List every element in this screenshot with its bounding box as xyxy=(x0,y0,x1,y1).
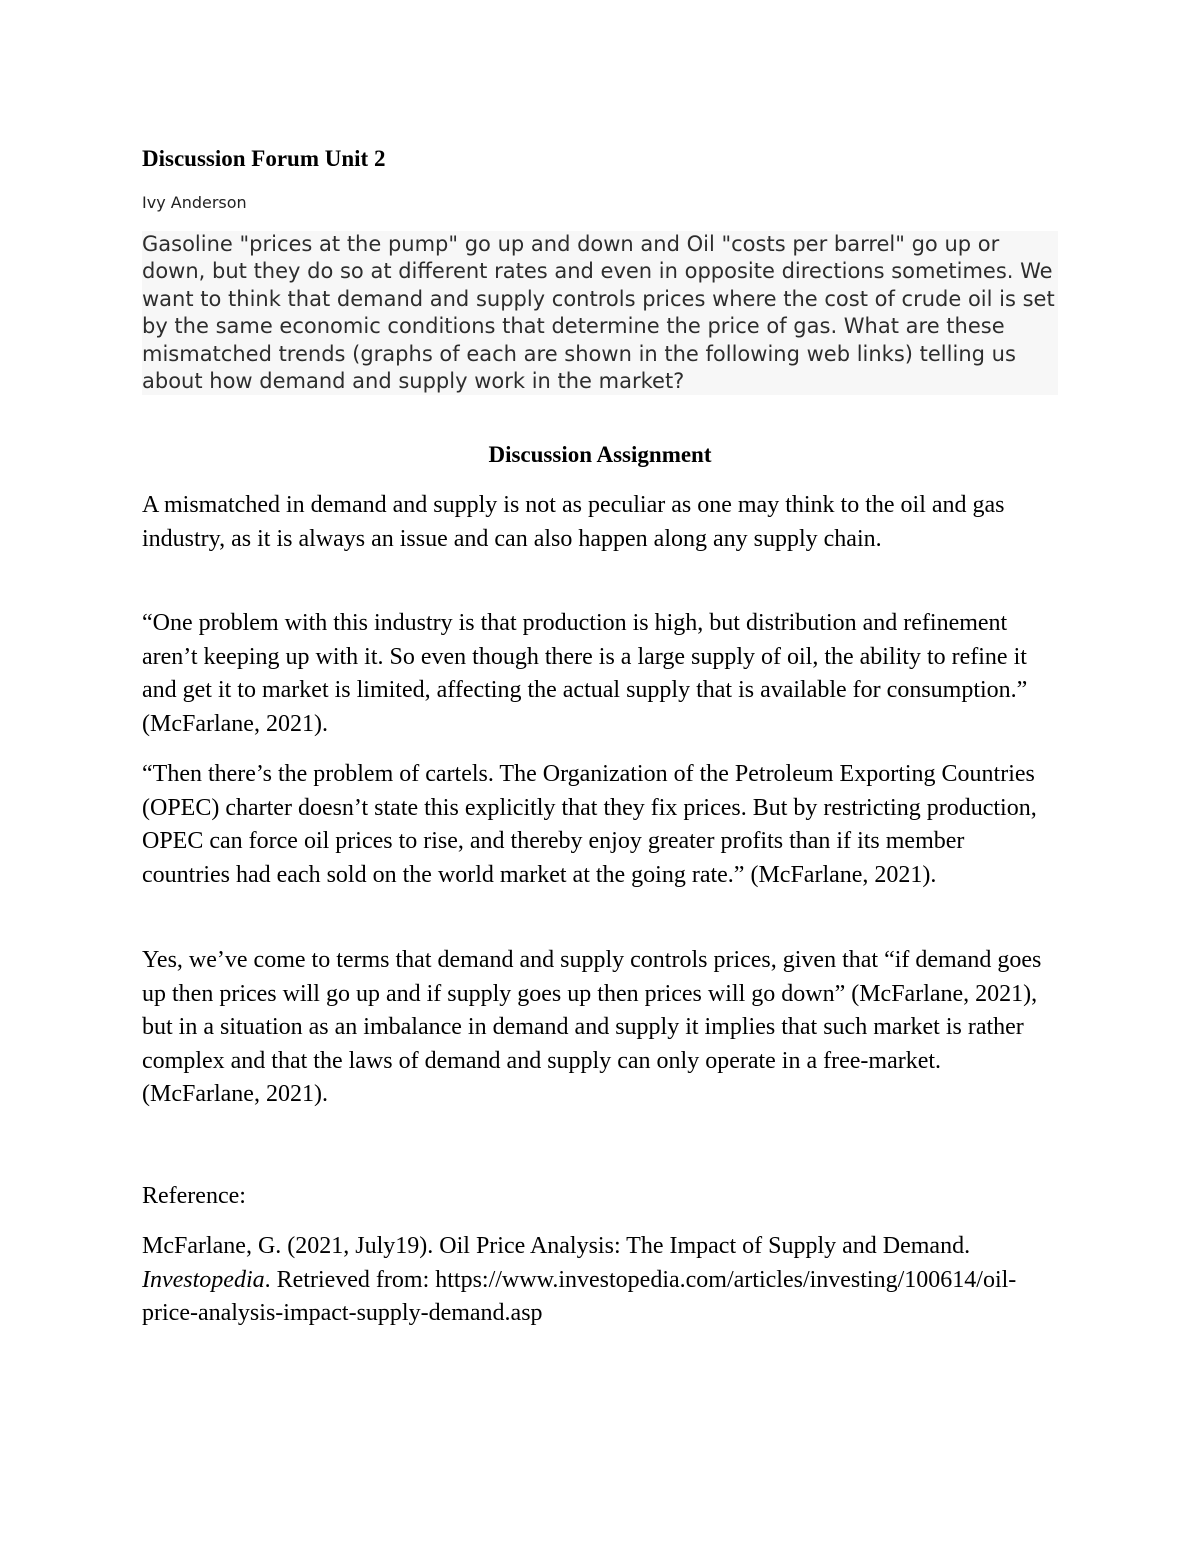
body-paragraph: A mismatched in demand and supply is not as peculiar as one may think to the oil and gas industry, as it is always an issue and can also happen along any supply chain. xyxy=(142,492,1005,552)
reference-entry xyxy=(142,1230,1058,1331)
body-paragraph: “Then there’s the problem of cartels. The Organization of the Petroleum Exporting Countries (OPEC) charter doesn’t state this explicitly that they fix prices. But by restricting production, OPEC can force oil prices to rise, and thereby enjoy greater profits than if its member countries had each sold on the world market at the going rate.” (McFarlane, 2021). xyxy=(142,761,1037,888)
author-name: Ivy Anderson xyxy=(142,193,247,212)
discussion-prompt: Gasoline "prices at the pump" go up and down and Oil "costs per barrel" go up or down, but they do so at different rates and even in opposite directions sometimes. We want to think that demand and supply controls prices where the cost of crude oil is set by the same economic conditions that determine the price of gas. What are these mismatched trends (graphs of each are shown in the following web links) telling us about how demand and supply work in the market? xyxy=(142,231,1058,395)
reference-text: McFarlane, G. (2021, July19). Oil Price Analysis: The Impact of Supply and Demand. xyxy=(142,1233,971,1259)
reference-retrieval: . Retrieved from: https://www.investopedia.com/articles/investing/100614/oil-price-analysis-impact-supply-demand.asp xyxy=(142,1266,1017,1327)
reference-journal: Investopedia xyxy=(142,1266,265,1293)
document-title: Discussion Forum Unit 2 xyxy=(142,146,386,171)
assignment-heading: Discussion Assignment xyxy=(488,442,712,467)
body-paragraph: Yes, we’ve come to terms that demand and supply controls prices, given that “if demand goes up then prices will go up and if supply goes up then prices will go down” (McFarlane, 2021), but in a situation as an imbalance in demand and supply it implies that such market is rather complex and that the laws of demand and supply can only operate in a free-market. (McFarlane, 2021). xyxy=(142,947,1042,1108)
reference-heading: Reference: xyxy=(142,1183,246,1209)
body-paragraph: “One problem with this industry is that production is high, but distribution and refinement aren’t keeping up with it. So even though there is a large supply of oil, the ability to refine it and get it to market is limited, affecting the actual supply that is available for consumption.” (McFarlane, 2021). xyxy=(142,610,1028,737)
